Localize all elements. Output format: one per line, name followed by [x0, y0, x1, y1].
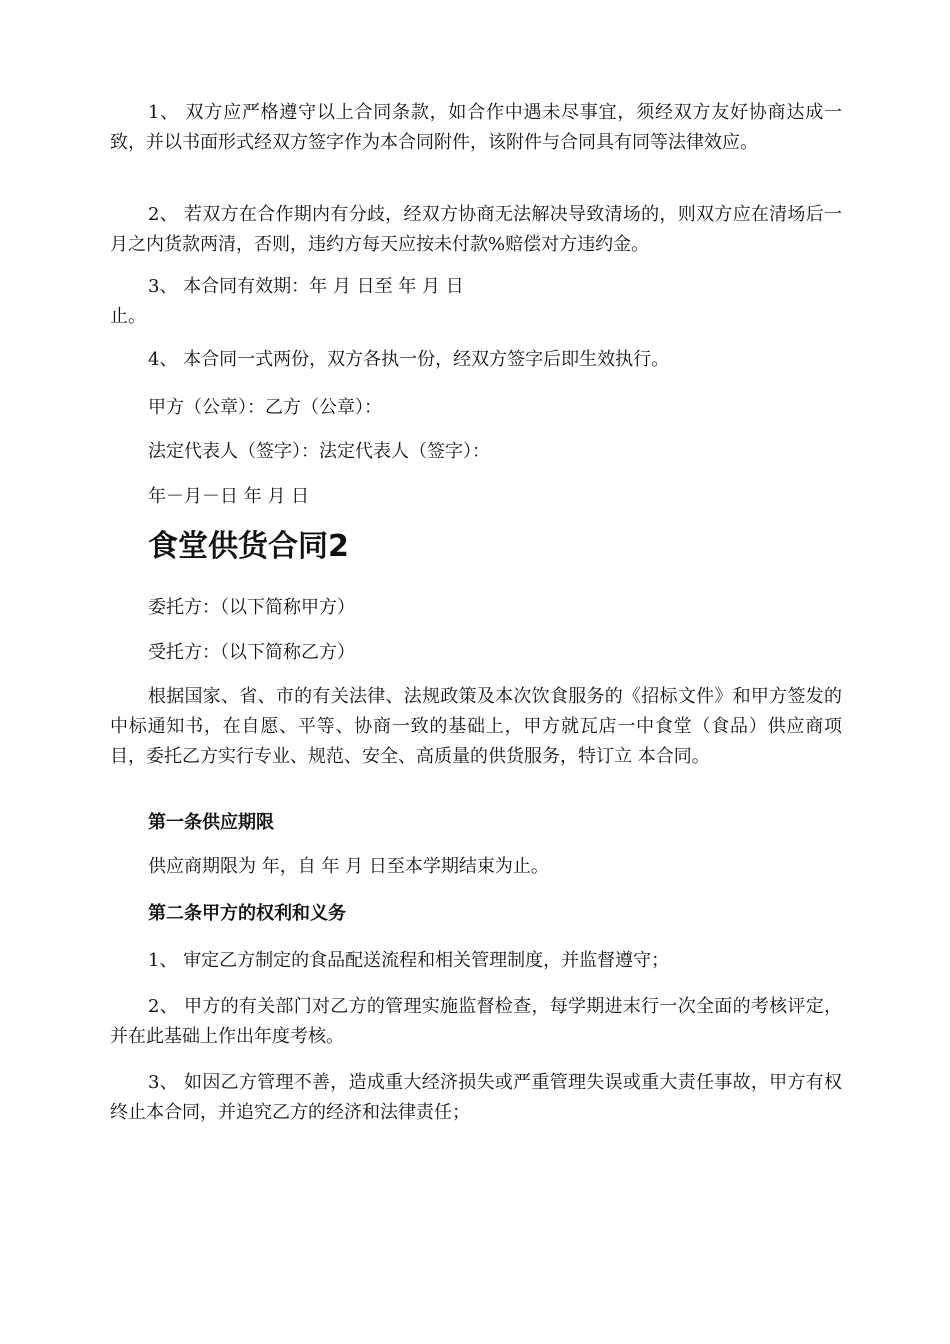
legal-representative-line: 法定代表人（签字）：法定代表人（签字）：: [148, 441, 490, 462]
article-2-item-1: 1、 审定乙方制定的食品配送流程和相关管理制度，并监督遵守；: [148, 950, 670, 971]
clause-3-continuation: 止。: [110, 306, 146, 327]
clause-1-paragraph: 1、 双方应严格遵守以上合同条款，如合作中遇未尽事宜，须经双方友好协商达成一致，并以书面形式经双方签字作为本合同附件，该附件与合同具有同等法律效应。: [110, 102, 842, 153]
article-2-item-2: 2、 甲方的有关部门对乙方的管理实施监督检查，每学期进末行一次全面的考核评定，并在此基础上作出年度考核。: [110, 996, 842, 1047]
trustee-line: 受托方：（以下简称乙方）: [148, 642, 355, 663]
clause-2-paragraph: 2、 若双方在合作期内有分歧，经双方协商无法解决导致清场的，则双方应在清场后一月之内货款两清，否则，违约方每天应按未付款%赔偿对方违约金。: [110, 204, 842, 255]
article-2-title: 第二条甲方的权利和义务: [148, 903, 346, 924]
client-line: 委托方：（以下简称甲方）: [148, 597, 355, 618]
article-2-item-3: 3、 如因乙方管理不善，造成重大经济损失或严重管理失误或重大责任事故，甲方有权终止本合同，并追究乙方的经济和法律责任；: [110, 1072, 842, 1123]
date-line: 年－月－日 年 月 日: [148, 486, 310, 507]
contract-title: 食堂供货合同2: [148, 529, 349, 564]
article-1-title: 第一条供应期限: [148, 812, 274, 833]
intro-paragraph: 根据国家、省、市的有关法律、法规政策及本次饮食服务的《招标文件》和甲方签发的中标通知书，在自愿、平等、协商一致的基础上，甲方就瓦店一中食堂（食品）供应商项目，委托乙方实行专业、规范、安全、高质量的供货服务，特订立 本合同。: [110, 686, 842, 767]
clause-3-line: 3、 本合同有效期：年 月 日至 年 月 日: [148, 276, 464, 297]
clause-4-paragraph: 4、 本合同一式两份，双方各执一份，经双方签字后即生效执行。: [148, 349, 670, 370]
article-1-text: 供应商期限为 年，自 年 月 日至本学期结束为止。: [148, 856, 549, 877]
party-seal-line: 甲方（公章）：乙方（公章）：: [148, 397, 382, 418]
